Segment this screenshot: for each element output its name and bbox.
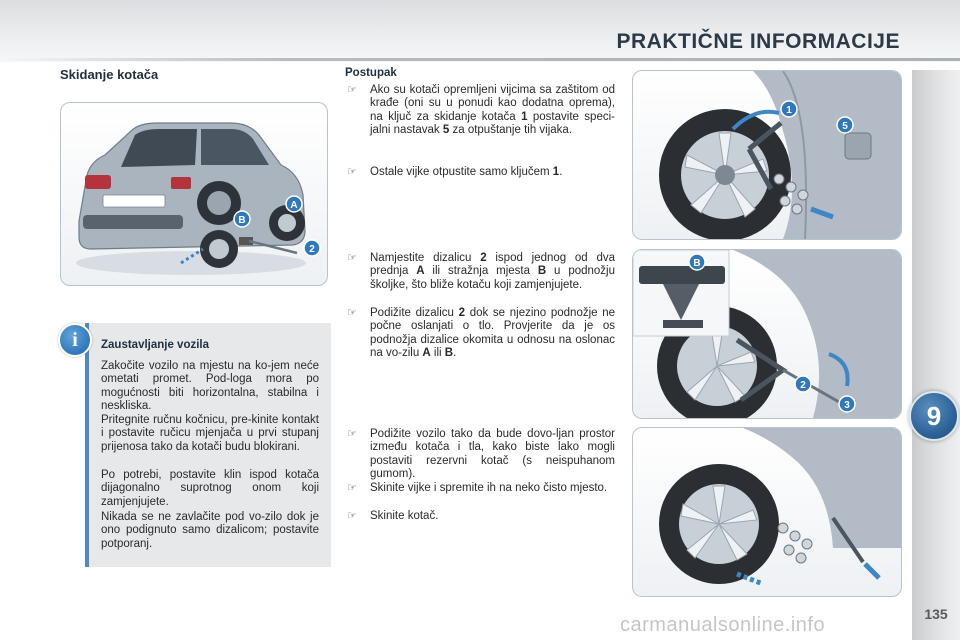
wrench-illustration xyxy=(632,70,902,240)
info-paragraph-3: Po potrebi, postavite klin ispod kotača dijagonalno suprotnog onom koji zamjenjujete. xyxy=(101,469,319,508)
marker-2-label: 2 xyxy=(309,244,315,255)
section-title: Skidanje kotača xyxy=(60,67,159,82)
marker-5-label: 5 xyxy=(842,121,848,132)
marker-b-label: B xyxy=(238,215,246,226)
info-icon: i xyxy=(58,323,92,357)
info-paragraph-2: Pritegnite ručnu kočnicu, pre-kinite kontakt i postavite ručicu mjenjača u prvi stupanj prijenosa tako da kotači budu blokirani. xyxy=(101,414,319,453)
marker-a-label: A xyxy=(290,200,298,211)
pointing-hand-icon: ☞ xyxy=(347,307,357,319)
watermark: carmanualsonline.info xyxy=(620,614,826,636)
procedure-title: Postupak xyxy=(345,67,397,79)
procedure-step-7: ☞ Skinite kotač. xyxy=(347,510,439,522)
info-paragraph-4: Nikada se ne zavlačite pod vo-zilo dok je ono podignuto samo dizalicom; postavite potporanj. xyxy=(101,511,319,550)
car-illustration xyxy=(60,102,328,286)
chapter-strip xyxy=(912,70,960,640)
pointing-hand-icon: ☞ xyxy=(347,482,357,494)
pointing-hand-icon: ☞ xyxy=(347,510,357,522)
procedure-step-3: ☞ Namjestite dizalicu 2 ispod jednog od dva prednja A ili stražnja mjesta B u podnožju školjke, što bliže kotaču koji zamjenjujete. xyxy=(347,252,616,291)
pointing-hand-icon: ☞ xyxy=(347,252,357,264)
procedure-step-4: ☞ Podižite dizalicu 2 dok se njezino podnožje ne počne oslanjati o tlo. Provjerite da je os podnožja dizalice okomita u odnosu na oslonac na vo-zilu A ili B. xyxy=(347,307,616,359)
page-number: 135 xyxy=(924,606,948,622)
pointing-hand-icon: ☞ xyxy=(347,428,357,440)
wheel-removal-illustration xyxy=(632,427,902,597)
procedure-step-5: ☞ Podižite vozilo tako da bude dovo-ljan prostor između kotača i tla, kako biste lako mogli postaviti rezervni kotač (s neispuhanom gumom). xyxy=(347,428,615,480)
marker-1-label: 1 xyxy=(786,105,792,116)
chapter-tab[interactable]: 9 xyxy=(909,391,959,441)
page-title: PRAKTIČNE INFORMACIJE xyxy=(616,30,900,53)
procedure-step-6: ☞ Skinite vijke i spremite ih na neko čisto mjesto. xyxy=(347,482,608,494)
procedure-step-1: ☞ Ako su kotači opremljeni vijcima sa zaštitom od krađe (oni su u ponudi kao dodatna oprema), na ključ za skidanje kotača 1 postavite speci-jalni nastavak 5 za otpuštanje tih vijaka. xyxy=(347,84,615,136)
pointing-hand-icon: ☞ xyxy=(347,166,357,178)
marker-3-label: 3 xyxy=(844,400,850,411)
pointing-hand-icon: ☞ xyxy=(347,84,357,96)
info-paragraph-1: Zakočite vozilo na mjestu na ko-jem neće ometati promet. Pod-loga mora po mogućnosti biti horizontalna, stabilna i neskliska. xyxy=(101,360,319,412)
info-title: Zaustavljanje vozila xyxy=(101,339,210,351)
procedure-step-2: ☞ Ostale vijke otpustite samo ključem 1. xyxy=(347,166,563,178)
marker-b-label: B xyxy=(693,258,701,269)
header-rule xyxy=(0,58,960,61)
marker-2-label: 2 xyxy=(800,380,806,391)
jack-illustration xyxy=(632,249,902,419)
